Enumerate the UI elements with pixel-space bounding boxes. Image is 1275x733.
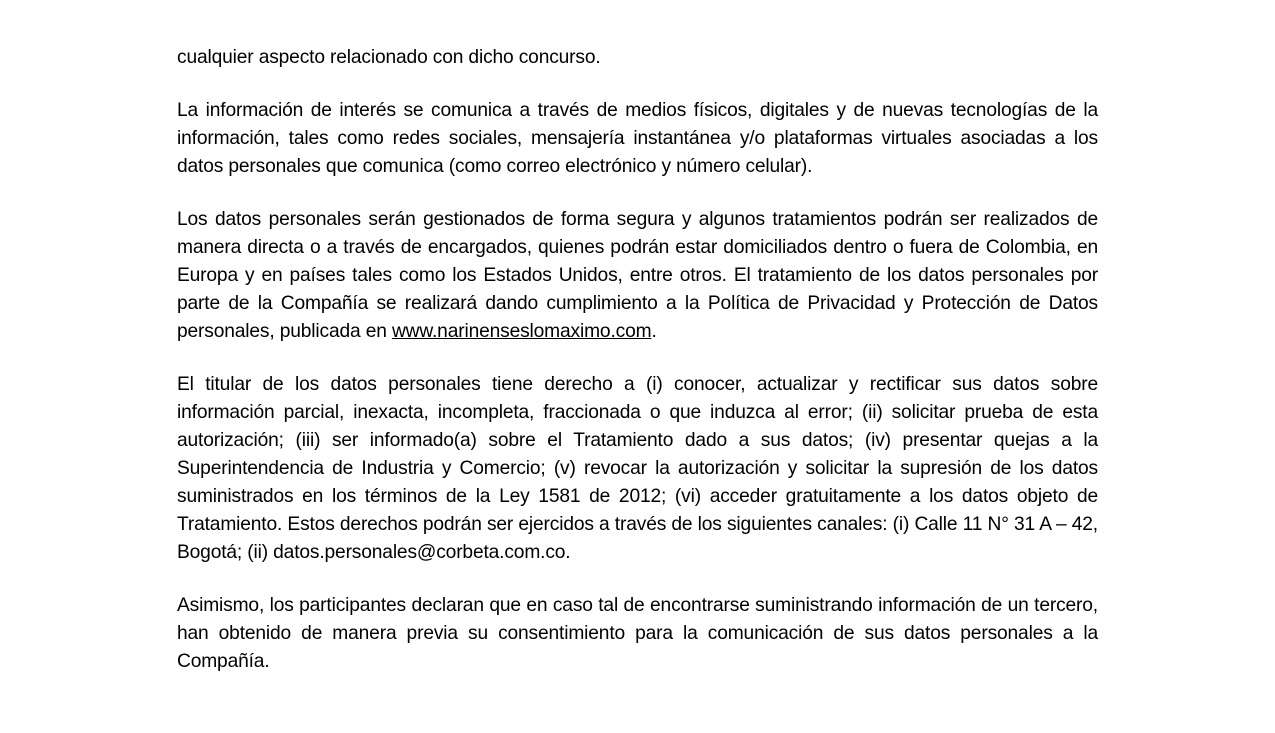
paragraph-data-subject-rights: El titular de los datos personales tiene derecho a (i) conocer, actualizar y rectificar sus datos sobre información parcial, inexacta, incompleta, fraccionada o que induzca al error; (ii) solicitar prueba de esta autorización; (iii) ser informado(a) sobre el Tratamiento dado a sus datos; (iv) presentar quejas a la Superintendencia de Industria y Comercio; (v) revocar la autorización y solicitar la supresión de los datos suministrados en los términos de la Ley 1581 de 2012; (vi) acceder gratuitamente a los datos objeto de Tratamiento. Estos derechos podrán ser ejercidos a través de los siguientes canales: (i) Calle 11 N° 31 A – 42, Bogotá; (ii) datos.personales@corbeta.com.co. [177,374,1098,563]
paragraph-contest-closing: cualquier aspecto relacionado con dicho concurso. [177,47,601,68]
paragraph-data-processing-end: . [651,321,657,342]
paragraph-information-channels: La información de interés se comunica a través de medios físicos, digitales y de nuevas tecnologías de la información, tales como redes sociales, mensajería instantánea y/o plataformas virtuales asociadas a los datos personales que comunica (como correo electrónico y número celular). [177,100,1098,177]
document-page [177,44,1098,701]
paragraph-third-party-consent: Asimismo, los participantes declaran que en caso tal de encontrarse suministrando información de un tercero, han obtenido de manera previa su consentimiento para la comunicación de sus datos personales a la Compañía. [177,595,1098,672]
paragraph-data-processing [177,206,1098,346]
paragraph-data-processing-text: Los datos personales serán gestionados de forma segura y algunos tratamientos podrán ser realizados de manera directa o a través de encargados, quienes podrán estar domiciliados dentro o fuera de Colombia, en Europa y en países tales como los Estados Unidos, entre otros. El tratamiento de los datos personales por parte de la Compañía se realizará dando cumplimiento a la Política de Privacidad y Protección de Datos personales, publicada en [177,209,1098,342]
privacy-policy-link[interactable]: www.narinenseslomaximo.com [391,321,652,342]
